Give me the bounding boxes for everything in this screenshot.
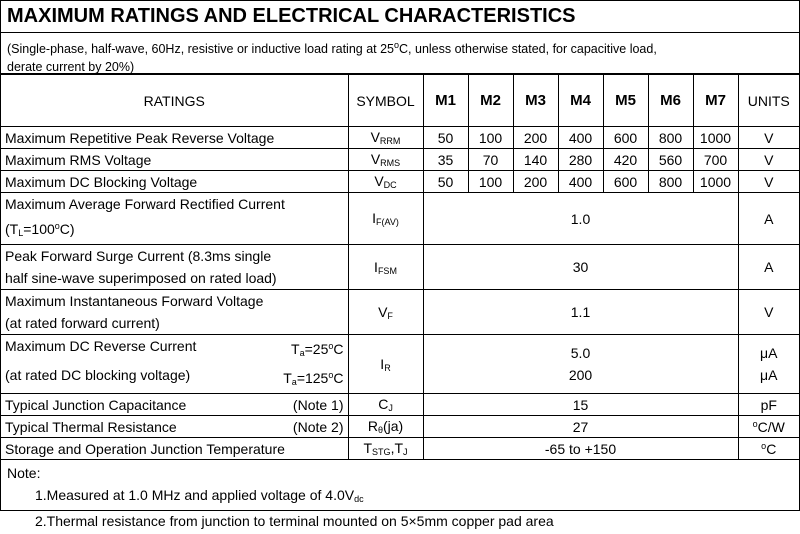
value-cell: 800 [648,127,693,149]
value-cell: 1000 [693,127,738,149]
row-ifav [1,193,799,245]
rating-label: Peak Forward Surge Current (8.3ms single half sine-wave superimposed on rated load) [1,245,348,290]
value-cell: 400 [558,171,603,193]
notes-heading: Note: [7,465,41,481]
value-cell: 400 [558,127,603,149]
value-cell: 1.0 [423,193,738,245]
rating-label: Storage and Operation Junction Temperature [1,438,348,460]
header-ratings: RATINGS [1,75,348,127]
header-m6: M6 [648,75,693,127]
symbol-cell: $R_\theta(ja)$ [348,416,423,438]
value-cell: 100 [468,127,513,149]
unit-cell: A [738,245,799,290]
value-cell: 1.1 [423,290,738,335]
value-cell: 5.0 200 [423,335,738,394]
header-m5: M5 [603,75,648,127]
row-vrms [1,149,799,171]
rating-label: Typical Thermal Resistance (Note 2) [1,416,348,438]
row-vrrm [1,127,799,149]
header-m2: M2 [468,75,513,127]
symbol-cell: $V_{DC}$ [348,171,423,193]
row-rth [1,416,799,438]
symbol-cell: $I_{F(AV)}$ [348,193,423,245]
header-units: UNITS [738,75,799,127]
value-cell: 100 [468,171,513,193]
value-cell: 800 [648,171,693,193]
unit-cell: V [738,149,799,171]
value-cell: 30 [423,245,738,290]
value-cell: 600 [603,171,648,193]
rating-label: Maximum RMS Voltage [1,149,348,171]
header-m7: M7 [693,75,738,127]
value-cell: 200 [513,171,558,193]
unit-cell: $^o$C/W [738,416,799,438]
rating-label: Maximum DC Blocking Voltage [1,171,348,193]
unit-cell: V [738,127,799,149]
value-cell: 70 [468,149,513,171]
row-vdc [1,171,799,193]
symbol-cell: $I_R$ [348,335,423,394]
rating-label: Maximum Instantaneous Forward Voltage (at rated forward current) [1,290,348,335]
rating-label: Typical Junction Capacitance (Note 1) [1,394,348,416]
value-cell: 420 [603,149,648,171]
row-tstg [1,438,799,460]
unit-cell: $^o$C [738,438,799,460]
unit-cell: pF [738,394,799,416]
notes-section [1,460,799,534]
value-cell: 560 [648,149,693,171]
row-ifsm [1,245,799,290]
value-cell: -65 to +150 [423,438,738,460]
header-symbol: SYMBOL [348,75,423,127]
symbol-cell: $V_F$ [348,290,423,335]
value-cell: 700 [693,149,738,171]
ratings-table [1,75,799,460]
note-2: 2.Thermal resistance from junction to terminal mounted on 5×5mm copper pad area [35,513,554,529]
value-cell: 50 [423,171,468,193]
unit-cell: μA μA [738,335,799,394]
value-cell: 15 [423,394,738,416]
value-cell: 600 [603,127,648,149]
row-cj [1,394,799,416]
symbol-cell: $C_J$ [348,394,423,416]
value-cell: 50 [423,127,468,149]
header-m1: M1 [423,75,468,127]
note-1: 1.Measured at 1.0 MHz and applied voltage of $4.0V_{dc}$ [35,487,364,504]
symbol-cell: $I_{FSM}$ [348,245,423,290]
page-title: MAXIMUM RATINGS AND ELECTRICAL CHARACTERISTICS [1,1,799,33]
rating-label: Maximum Repetitive Peak Reverse Voltage [1,127,348,149]
value-cell: 27 [423,416,738,438]
value-cell: 200 [513,127,558,149]
unit-cell: V [738,290,799,335]
unit-cell: A [738,193,799,245]
symbol-cell: $V_{RMS}$ [348,149,423,171]
rating-label: Maximum Average Forward Rectified Current $(T_L=100^oC)$ [1,193,348,245]
conditions-text: (Single-phase, half-wave, 60Hz, resistive or inductive load rating at 25$^o$C, unless otherwise stated, for capacitive load, derate current by 20%) [1,33,799,75]
row-ir [1,335,799,394]
value-cell: 140 [513,149,558,171]
symbol-cell: $V_{RRM}$ [348,127,423,149]
symbol-cell: $T_{STG},T_J$ [348,438,423,460]
value-cell: 1000 [693,171,738,193]
unit-cell: V [738,171,799,193]
rating-label: Maximum DC Reverse Current $T_a=25^oC$ (at rated DC blocking voltage) $T_a=125^oC$ [1,335,348,394]
row-vf [1,290,799,335]
table-header-row [1,75,799,127]
header-m3: M3 [513,75,558,127]
value-cell: 280 [558,149,603,171]
value-cell: 35 [423,149,468,171]
header-m4: M4 [558,75,603,127]
